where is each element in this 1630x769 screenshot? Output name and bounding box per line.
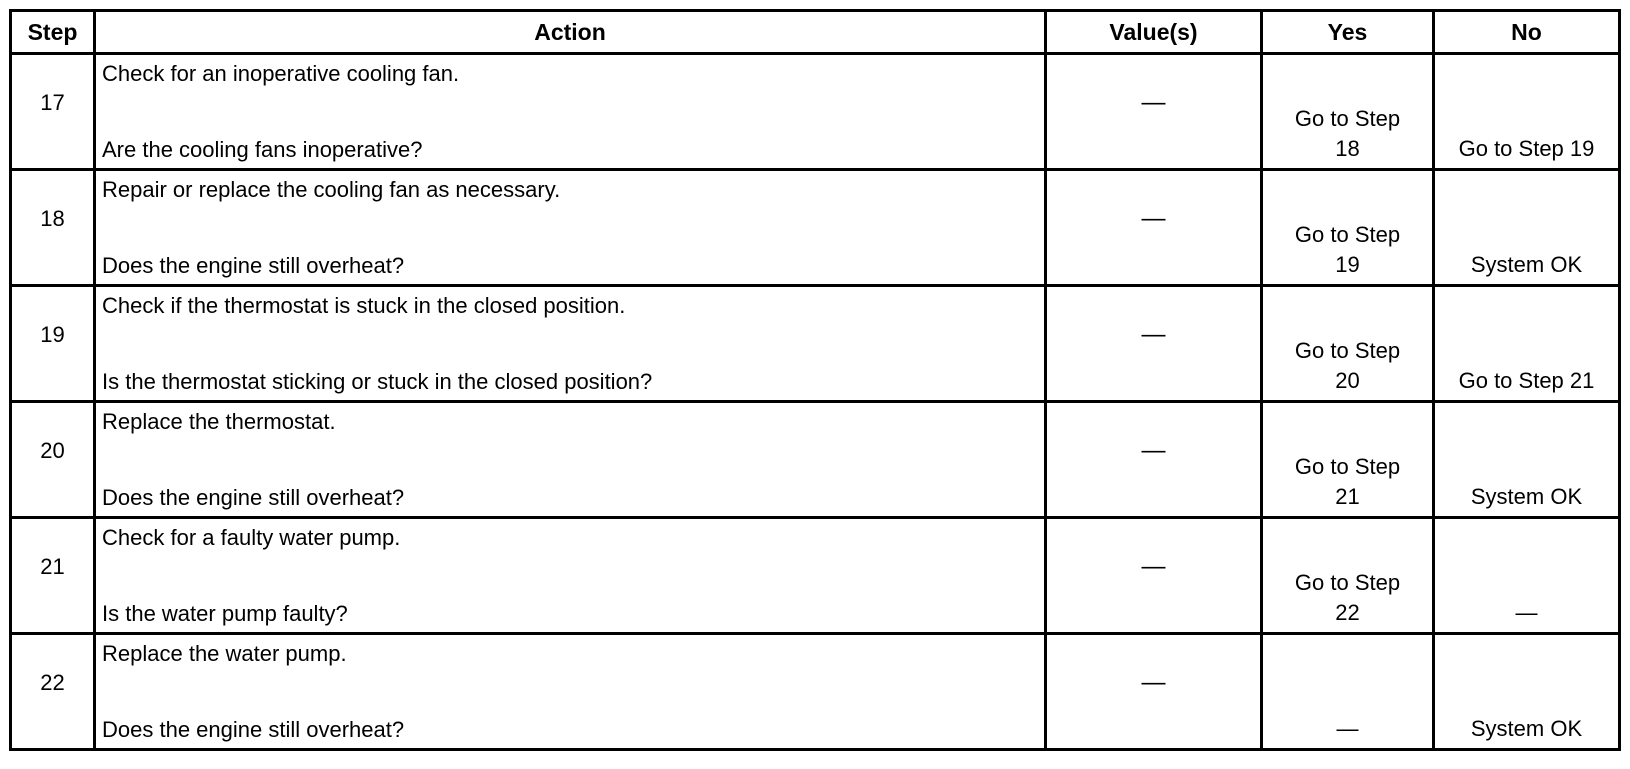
table-row [11,634,1620,750]
yes-cell [1262,402,1434,518]
yes-label: Go to Step [1294,338,1401,363]
step-number: 20 [11,402,95,518]
no-cell: — [1434,518,1620,634]
yes-step: 19 [1335,252,1360,277]
step-number: 19 [11,286,95,402]
action-question: Is the water pump faulty? [102,601,348,626]
no-cell: Go to Step 21 [1434,286,1620,402]
yes-cell [1262,634,1434,750]
table-row [11,170,1620,286]
value-cell: — [1046,54,1262,170]
value-cell: — [1046,634,1262,750]
value-cell: — [1046,286,1262,402]
step-number: 21 [11,518,95,634]
header-no: No [1434,11,1620,54]
no-cell: System OK [1434,634,1620,750]
header-yes: Yes [1262,11,1434,54]
action-instruction: Repair or replace the cooling fan as necessary. [102,177,561,202]
yes-step: 22 [1335,600,1360,625]
value-cell: — [1046,170,1262,286]
diagnostic-table [9,9,1621,751]
table-row [11,54,1620,170]
step-number: 18 [11,170,95,286]
table-body [11,54,1620,750]
yes-step: 18 [1335,136,1360,161]
action-cell [95,634,1046,750]
yes-label: Go to Step [1294,570,1401,595]
value-cell: — [1046,402,1262,518]
action-question: Is the thermostat sticking or stuck in the closed position? [102,369,653,394]
action-cell [95,170,1046,286]
action-instruction: Check for an inoperative cooling fan. [102,61,460,86]
header-step: Step [11,11,95,54]
value-cell: — [1046,518,1262,634]
action-cell [95,54,1046,170]
action-question: Are the cooling fans inoperative? [102,137,423,162]
yes-label: Go to Step [1294,222,1401,247]
action-question: Does the engine still overheat? [102,485,405,510]
header-value: Value(s) [1046,11,1262,54]
action-cell [95,402,1046,518]
header-row [11,11,1620,54]
yes-cell [1262,170,1434,286]
yes-cell [1262,54,1434,170]
yes-step: — [1336,716,1359,741]
no-cell: Go to Step 19 [1434,54,1620,170]
table-header [11,11,1620,54]
no-cell: System OK [1434,170,1620,286]
yes-step: 20 [1335,368,1360,393]
no-cell: System OK [1434,402,1620,518]
action-question: Does the engine still overheat? [102,717,405,742]
action-instruction: Replace the thermostat. [102,409,336,434]
table-row [11,518,1620,634]
action-cell [95,518,1046,634]
yes-label: Go to Step [1294,454,1401,479]
yes-cell [1262,518,1434,634]
action-cell [95,286,1046,402]
header-action: Action [95,11,1046,54]
step-number: 22 [11,634,95,750]
step-number: 17 [11,54,95,170]
table-row [11,402,1620,518]
action-instruction: Check if the thermostat is stuck in the closed position. [102,293,626,318]
action-instruction: Replace the water pump. [102,641,347,666]
action-instruction: Check for a faulty water pump. [102,525,401,550]
yes-label: Go to Step [1294,106,1401,131]
action-question: Does the engine still overheat? [102,253,405,278]
yes-cell [1262,286,1434,402]
table-row [11,286,1620,402]
yes-step: 21 [1335,484,1360,509]
